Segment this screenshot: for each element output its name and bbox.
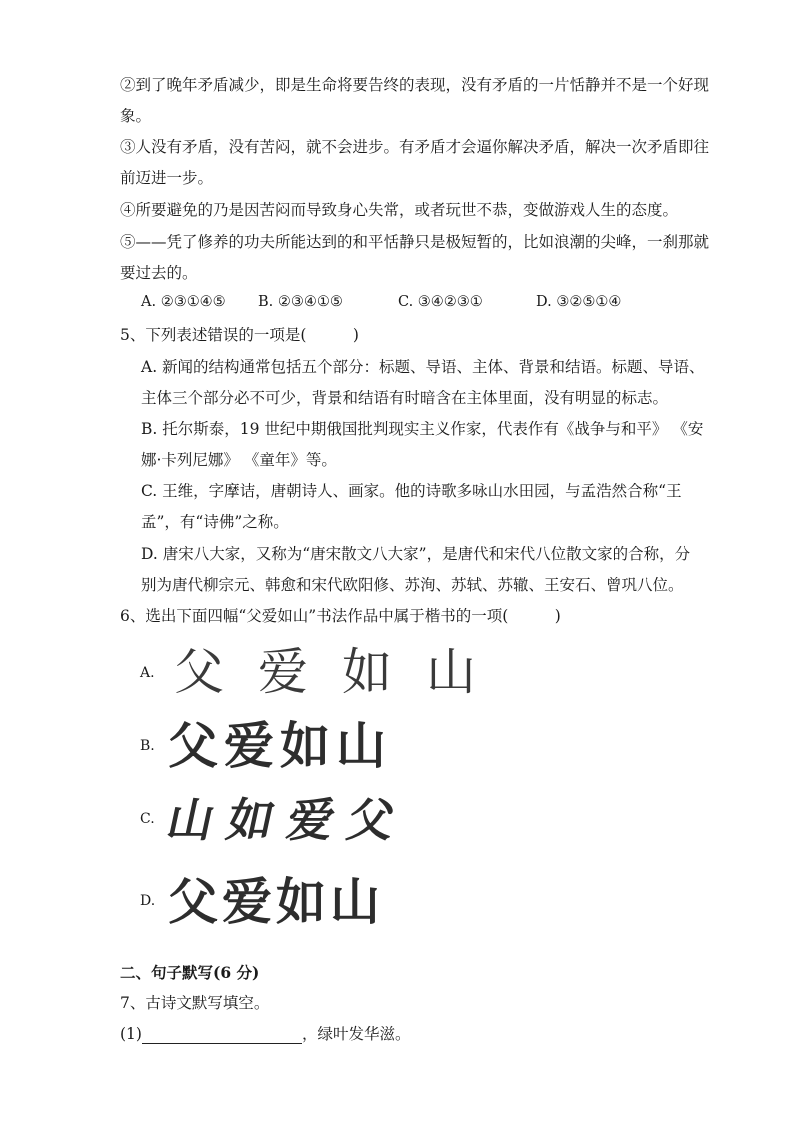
q5-option-d-line2: 别为唐代柳宗元、韩愈和宋代欧阳修、苏洵、苏轼、苏辙、王安石、曾巩八位。 (141, 576, 684, 594)
q6-calligraphy-a[interactable]: 父爱如山 (174, 643, 510, 701)
q4-item3-line2: 前迈进一步。 (120, 169, 214, 187)
q6-option-b-label[interactable]: B. (140, 738, 155, 754)
q6-calligraphy-d[interactable]: 父爱如山 (168, 873, 384, 931)
q6-option-c-label[interactable]: C. (140, 811, 155, 827)
q6-calligraphy-c[interactable]: 山如爱父 (162, 793, 414, 847)
q5-option-c-line1[interactable]: C. 王维，字摩诘，唐朝诗人、画家。他的诗歌多咏山水田园，与孟浩然合称“王 (141, 482, 682, 500)
q4-option-a[interactable]: A. ②③①④⑤ (141, 294, 226, 310)
q4-option-b[interactable]: B. ②③④①⑤ (258, 294, 343, 310)
q7-stem: 7、古诗文默写填空。 (120, 994, 270, 1012)
q4-item2-line2: 象。 (120, 107, 152, 125)
q7-1-number: (1) (120, 1025, 142, 1043)
q4-item2-line1: ②到了晚年矛盾减少，即是生命将要告终的表现，没有矛盾的一片恬静并不是一个好现 (120, 76, 710, 94)
q6-stem: 6、选出下面四幅“父爱如山”书法作品中属于楷书的一项( ) (120, 607, 561, 625)
q5-option-b-line1[interactable]: B. 托尔斯泰，19 世纪中期俄国批判现实主义作家，代表作有《战争与和平》 《安 (141, 420, 704, 438)
q6-option-d-label[interactable]: D. (140, 893, 156, 909)
q5-option-a-line1[interactable]: A. 新闻的结构通常包括五个部分：标题、导语、主体、背景和结语。标题、导语、 (141, 358, 705, 376)
section-2-heading: 二、句子默写(6 分) (120, 963, 260, 982)
q4-item5-line2: 要过去的。 (120, 264, 198, 282)
q5-option-c-line2: 孟”，有“诗佛”之称。 (141, 513, 289, 531)
q5-option-d-line1[interactable]: D. 唐宋八大家，又称为“唐宋散文八大家”，是唐代和宋代八位散文家的合称，分 (141, 545, 691, 563)
q7-1-line (120, 1024, 410, 1044)
q6-calligraphy-b[interactable]: 父爱如山 (168, 717, 392, 775)
q5-stem: 5、下列表述错误的一项是( ) (120, 326, 359, 344)
q4-option-c[interactable]: C. ③④②③① (398, 294, 483, 310)
q7-1-suffix: ，绿叶发华滋。 (301, 1025, 411, 1043)
q7-1-answer-blank[interactable] (142, 1027, 302, 1044)
q4-item4: ④所要避免的乃是因苦闷而导致身心失常，或者玩世不恭，变做游戏人生的态度。 (120, 201, 679, 219)
q4-item3-line1: ③人没有矛盾，没有苦闷，就不会进步。有矛盾才会逼你解决矛盾，解决一次矛盾即往 (120, 138, 710, 156)
q5-option-a-line2: 主体三个部分必不可少，背景和结语有时暗含在主体里面，没有明显的标志。 (141, 389, 669, 407)
q5-option-b-line2: 娜·卡列尼娜》 《童年》等。 (141, 451, 337, 469)
q4-item5-line1: ⑤——凭了修养的功夫所能达到的和平恬静只是极短暂的，比如浪潮的尖峰，一刹那就 (120, 233, 710, 251)
q6-option-a-label[interactable]: A. (140, 665, 155, 681)
q4-option-d[interactable]: D. ③②⑤①④ (536, 294, 622, 310)
